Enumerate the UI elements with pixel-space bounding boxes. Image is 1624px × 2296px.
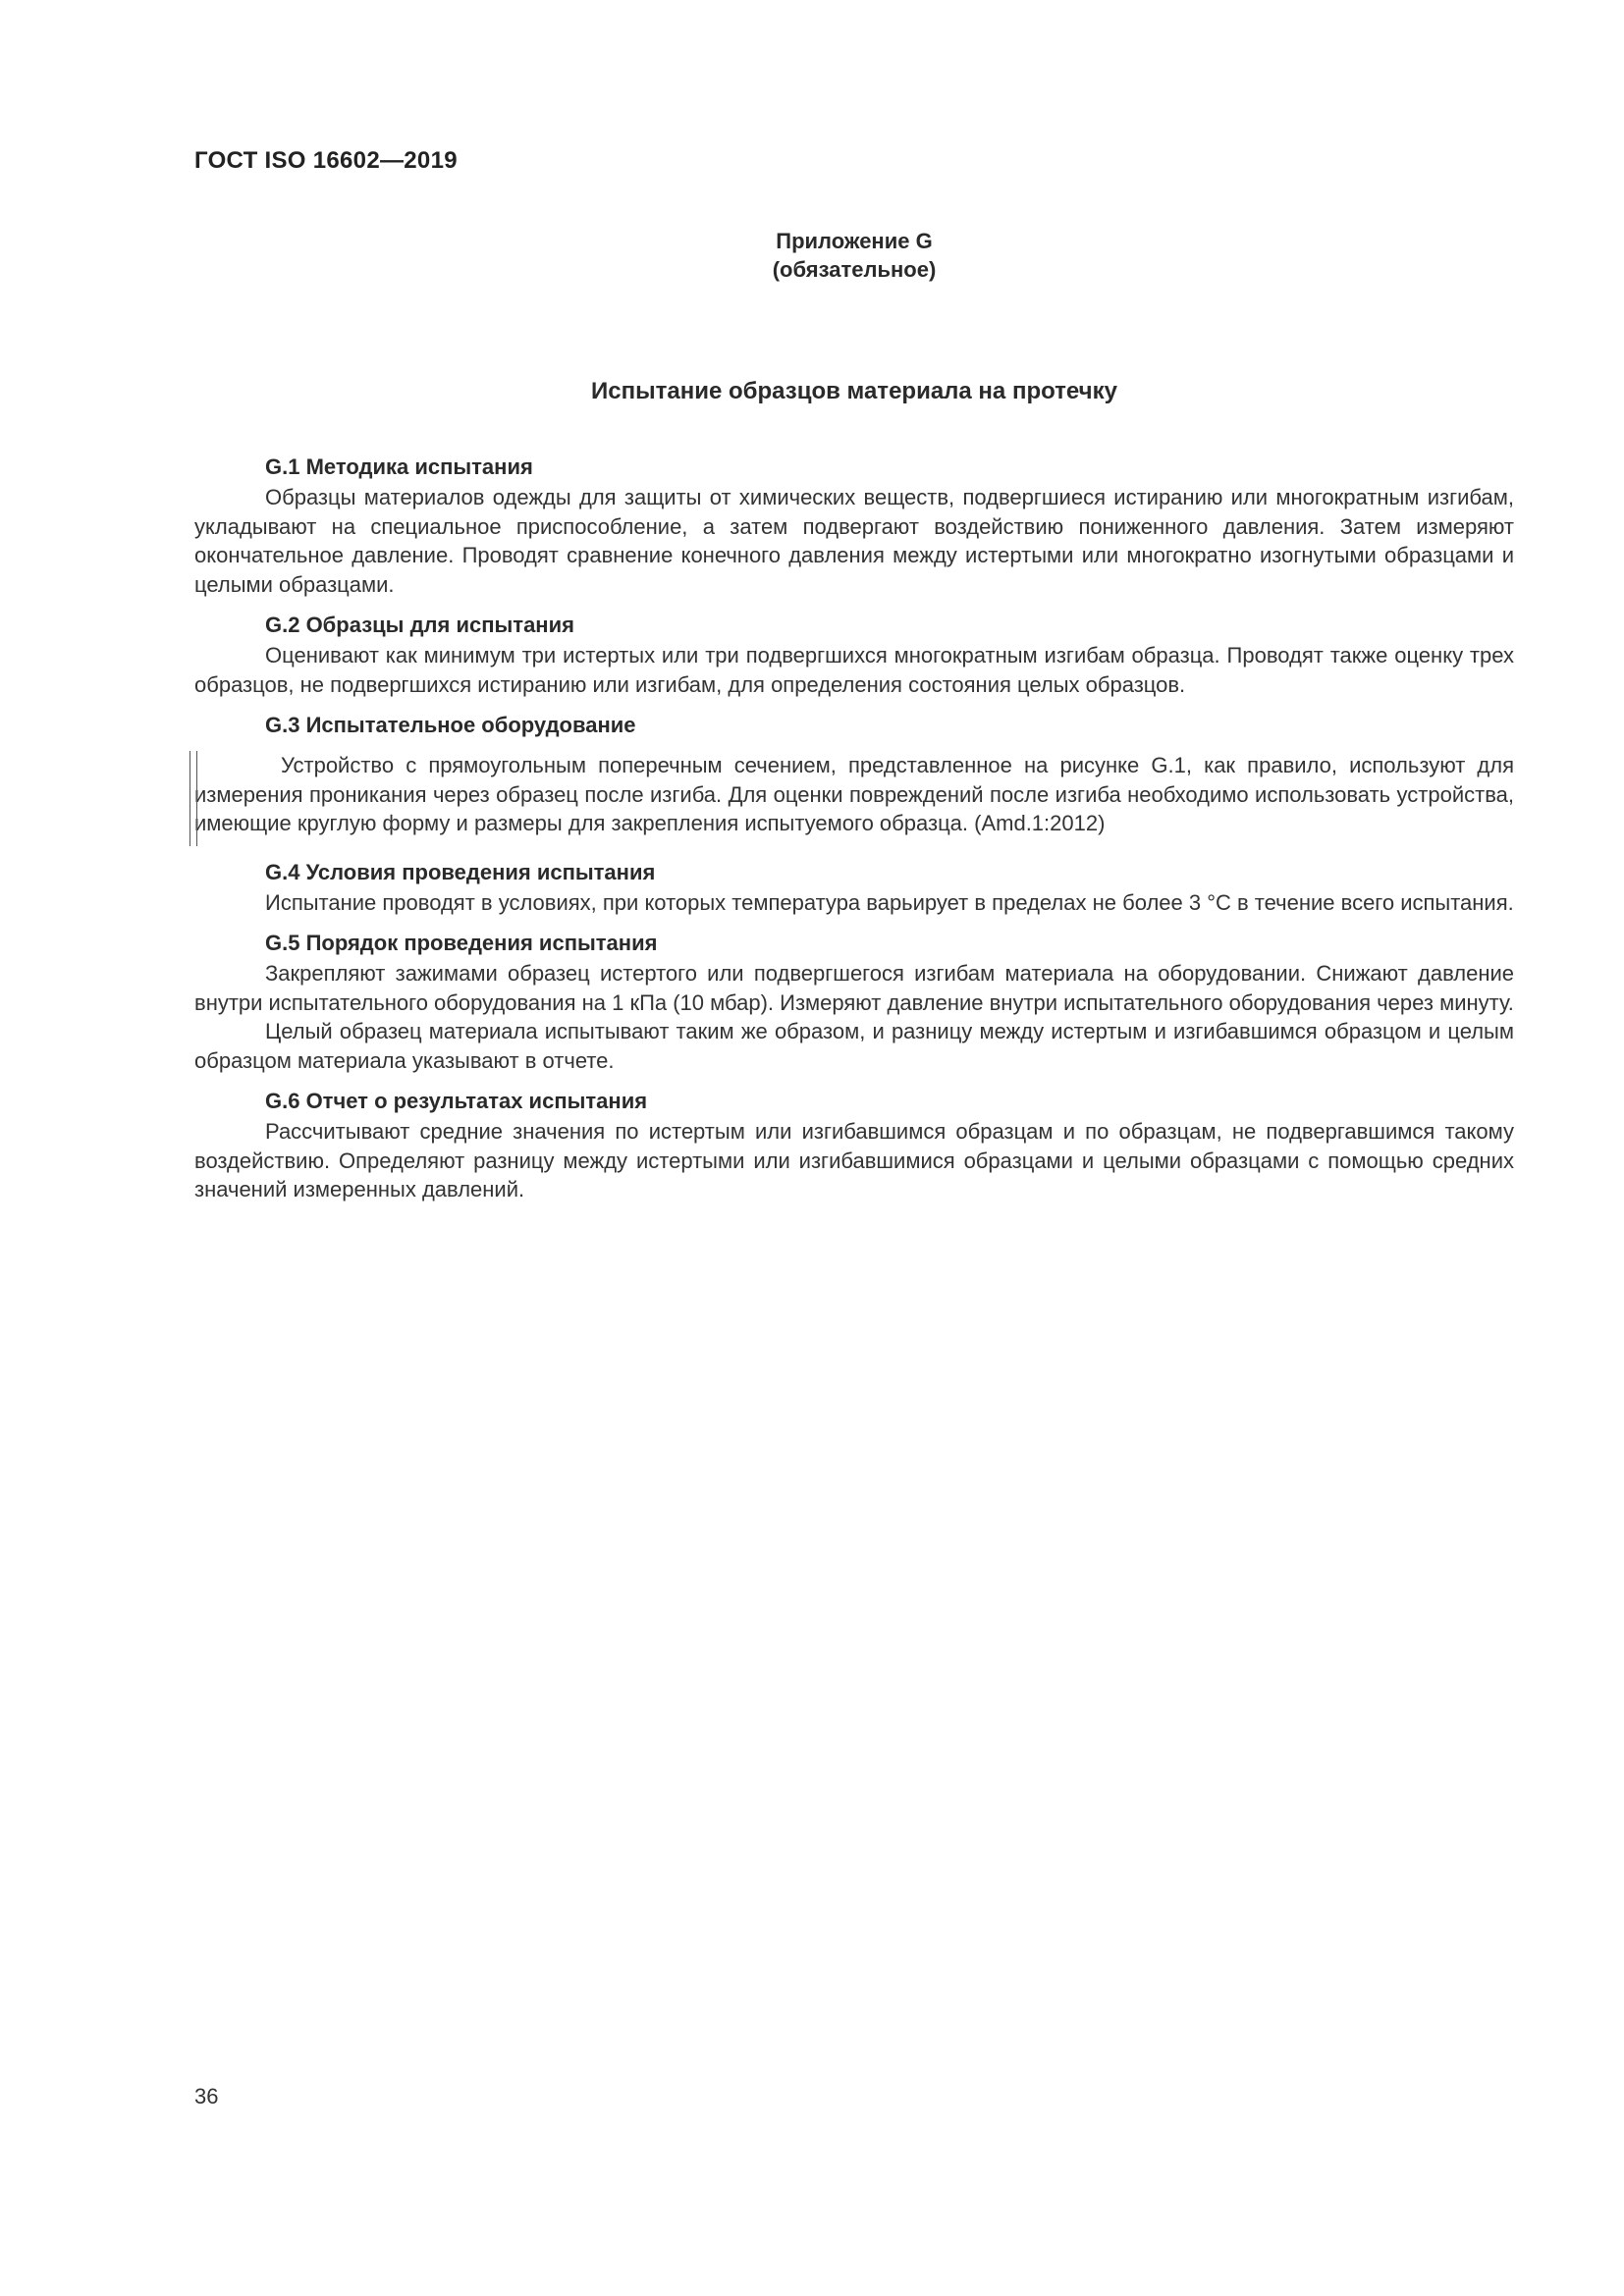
document-body — [194, 453, 1514, 1204]
section-g5 — [194, 929, 1514, 1075]
section-g2 — [194, 611, 1514, 699]
amended-text-block — [194, 751, 1514, 838]
section-g3 — [194, 711, 1514, 838]
section-paragraph: Закрепляют зажимами образец истертого или подвергшегося изгибам материала на оборудовании. Снижают давление внутри испытательного оборудования на 1 кПа (10 мбар). Измеряют давление внутри испытательного оборудования через минуту. — [194, 961, 1514, 1015]
section-title: G.6 Отчет о результатах испытания — [265, 1089, 648, 1113]
section-title: G.1 Методика испытания — [265, 454, 533, 479]
section-title: G.3 Испытательное оборудование — [265, 713, 636, 737]
annex-heading — [194, 227, 1514, 284]
section-paragraph: Рассчитывают средние значения по истертым или изгибавшимся образцам и по образцам, не подвергавшимся такому воздействию. Определяют разницу между истертыми или изгибавшимися образцами и целыми образцами с помощью средних значений измеренных давлений. — [194, 1119, 1514, 1201]
section-title: G.5 Порядок проведения испытания — [265, 931, 658, 955]
section-paragraph: Испытание проводят в условиях, при которых температура варьирует в пределах не более 3 °С в течение всего испытания. — [265, 889, 1514, 915]
page-number: 36 — [194, 2084, 219, 2109]
section-paragraph: Образцы материалов одежды для защиты от химических веществ, подвергшиеся истиранию или многократным изгибам, укладывают на специальное приспособление, а затем подвергают воздействию пониженного давления. Затем измеряют окончательное давление. Проводят сравнение конечного давления между истертыми или многократно изогнутыми образцами и целыми образцами. — [194, 485, 1514, 597]
annex-title: Испытание образцов материала на протечку — [591, 378, 1117, 404]
section-g1 — [194, 453, 1514, 599]
section-title: G.4 Условия проведения испытания — [265, 859, 656, 884]
section-g4 — [194, 858, 1514, 918]
section-paragraph: Целый образец материала испытывают таким же образом, и разницу между истертым и изгибавшимся образцом и целым образцом материала указывают в отчете. — [194, 1019, 1514, 1073]
section-title: G.2 Образцы для испытания — [265, 613, 574, 637]
section-paragraph: Устройство с прямоугольным поперечным сечением, представленное на рисунке G.1, как правило, используют для измерения проникания через образец после изгиба. Для оценки повреждений после изгиба необходимо использовать устройства, имеющие круглую форму и размеры для закрепления испытуемого образца. (Amd.1:2012) — [194, 753, 1514, 835]
document-header-standard-id: ГОСТ ISO 16602—2019 — [194, 147, 458, 174]
amendment-change-bar — [189, 751, 197, 846]
annex-label: Приложение G — [776, 229, 933, 253]
annex-status: (обязательное) — [772, 257, 937, 282]
section-paragraph: Оценивают как минимум три истертых или три подвергшихся многократным изгибам образца. Проводят также оценку трех образцов, не подвергшихся истиранию или изгибам, для определения состояния целых образцов. — [194, 643, 1514, 697]
section-g6 — [194, 1087, 1514, 1204]
